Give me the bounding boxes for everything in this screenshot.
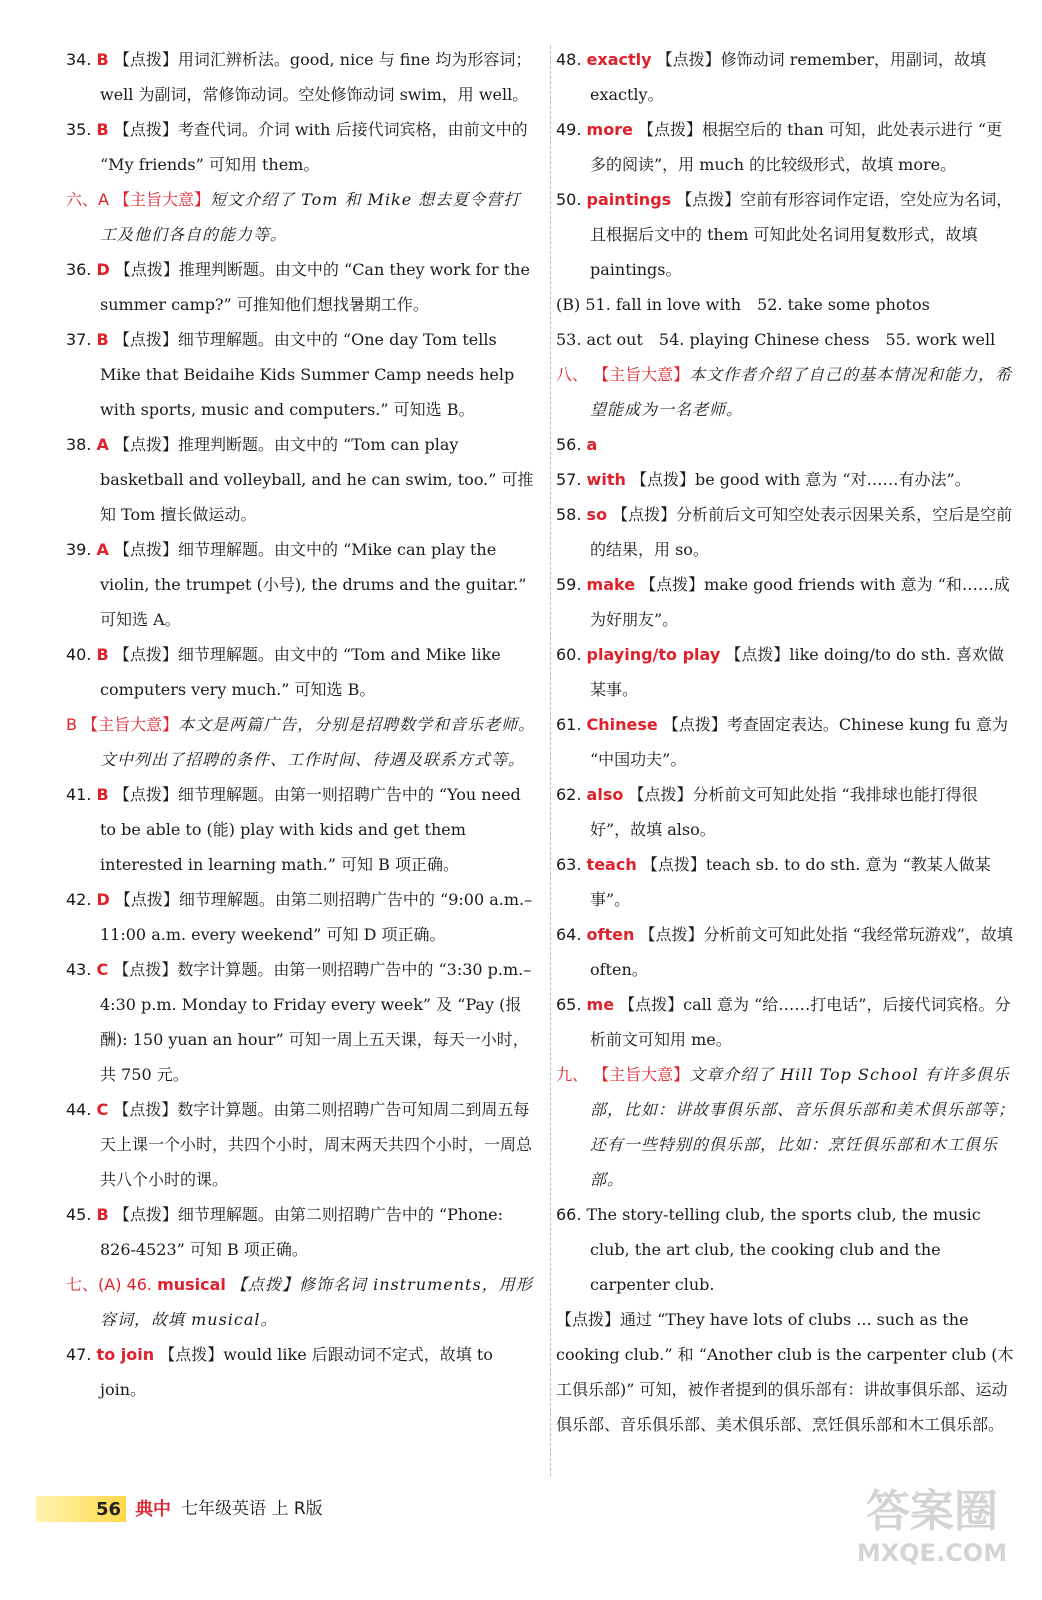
right-column (556, 42, 1016, 1442)
explanation-text: 【点拨】teach sb. to do sth. 意为 “教某人做某事”。 (590, 855, 991, 909)
question-number: 56. (556, 435, 582, 454)
question-number: 61. (556, 715, 582, 734)
question-number: 40. (66, 645, 92, 664)
answer-key: so (586, 505, 608, 524)
answer-item (66, 42, 536, 112)
question-number: 38. (66, 435, 92, 454)
answer-key: Chinese (586, 715, 658, 734)
answer-item (556, 777, 1016, 847)
answer-item (556, 917, 1016, 987)
explanation-text: 【点拨】细节理解题。由第二则招聘广告中的 “9:00 a.m.–11:00 a.m. every weekend” 可知 D 项正确。 (100, 890, 533, 944)
answer-key: C (96, 960, 109, 979)
answer-item (66, 952, 536, 1092)
question-number: 48. (556, 50, 582, 69)
explanation-text: 【点拨】细节理解题。由第二则招聘广告中的 “Phone: 826-4523” 可知 B 项正确。 (100, 1205, 503, 1259)
question-number: 57. (556, 470, 582, 489)
section-heading (66, 707, 536, 777)
answer-key: exactly (586, 50, 652, 69)
explanation-text: 【点拨】数字计算题。由第一则招聘广告中的 “3:30 p.m.–4:30 p.m. Monday to Friday every week” 及 “Pay (报酬): 150 yuan an hour” 可知一周上五天课，每天一小时，共 750 元。 (100, 960, 532, 1084)
book-title: 七年级英语 上 R版 (181, 1498, 323, 1519)
explanation-text: 【点拨】根据空后的 than 可知，此处表示进行 “更多的阅读”，用 much 的比较级形式，故填 more。 (590, 120, 1003, 174)
answer-key: me (586, 995, 615, 1014)
answer-item (556, 427, 1016, 462)
left-column (66, 42, 536, 1407)
explanation-text: 本文是两篇广告，分别是招聘数学和音乐老师。文中列出了招聘的条件、工作时间、待遇及联系方式等。 (100, 715, 536, 769)
page-footer (36, 1492, 456, 1526)
watermark-top: 答案圈 (866, 1486, 998, 1537)
question-number: 41. (66, 785, 92, 804)
summary-tag: 【主旨大意】 (593, 1065, 690, 1084)
answer-key: teach (586, 855, 637, 874)
answer-item (556, 637, 1016, 707)
answer-item (66, 427, 536, 532)
answer-item (556, 847, 1016, 917)
section-heading (556, 357, 1016, 427)
answer-key: more (586, 120, 633, 139)
watermark (842, 1486, 1022, 1586)
explanation-text: 【点拨】make good friends with 意为 “和……成为好朋友”。 (590, 575, 1010, 629)
question-number: 59. (556, 575, 582, 594)
section-label: B (66, 715, 77, 734)
answer-key: B (96, 330, 109, 349)
question-number: 58. (556, 505, 582, 524)
answer-key: paintings (586, 190, 672, 209)
question-number: 37. (66, 330, 92, 349)
answer-item (66, 322, 536, 427)
question-number: 42. (66, 890, 92, 909)
question-number: 39. (66, 540, 92, 559)
explanation-text: 【点拨】用词汇辨析法。good, nice 与 fine 均为形容词；well 为副词，常修饰动词。空处修饰动词 swim，用 well。 (100, 50, 532, 104)
question-number: 66. (556, 1205, 582, 1224)
column-divider (550, 46, 551, 1476)
answer-key: B (96, 50, 109, 69)
answer-key: D (96, 260, 110, 279)
answer-line: (B) 51. fall in love with 52. take some photos (556, 295, 930, 314)
explanation-text: 【点拨】推理判断题。由文中的 “Can they work for the summer camp?” 可推知他们想找暑期工作。 (100, 260, 530, 314)
question-number: 44. (66, 1100, 92, 1119)
explanation-text: 【点拨】分析前后文可知空处表示因果关系，空后是空前的结果，用 so。 (590, 505, 1013, 559)
section-heading (66, 182, 536, 252)
section-label: 九、 (556, 1065, 589, 1084)
answer-item (556, 462, 1016, 497)
answer-item (66, 1197, 536, 1267)
answer-item (556, 707, 1016, 777)
brand-logo: 典中 (135, 1498, 172, 1520)
answer-key: A (96, 435, 109, 454)
page-number: 56 (96, 1498, 122, 1520)
explanation-text: 【点拨】推理判断题。由文中的 “Tom can play basketball and volleyball, and he can swim, too.” 可推知 Tom 擅长做运动。 (100, 435, 534, 524)
summary-tag: 【主旨大意】 (593, 365, 690, 384)
answer-item (66, 1092, 536, 1197)
answer-key: to join (96, 1345, 155, 1364)
explanation-text: 文章介绍了 Hill Top School 有许多俱乐部，比如：讲故事俱乐部、音乐俱乐部和美术俱乐部等；还有一些特别的俱乐部，比如：烹饪俱乐部和木工俱乐部。 (590, 1065, 1016, 1189)
question-number: 35. (66, 120, 92, 139)
explanation-text: 【点拨】空前有形容词作定语，空处应为名词，且根据后文中的 them 可知此处名词用复数形式，故填 paintings。 (590, 190, 1013, 279)
question-number: 47. (66, 1345, 92, 1364)
explanation-text: 【点拨】修饰名词 instruments，用形容词，故填 musical。 (100, 1275, 533, 1329)
answer-key: D (96, 890, 110, 909)
explanation-text: 【点拨】like doing/to do sth. 喜欢做某事。 (590, 645, 1005, 699)
explanation-text: 【点拨】修饰动词 remember，用副词，故填 exactly。 (590, 50, 987, 104)
question-number: 45. (66, 1205, 92, 1224)
answer-key: B (96, 785, 109, 804)
explanation-text: 【点拨】考查代词。介词 with 后接代词宾格，由前文中的 “My friends” 可知用 them。 (100, 120, 528, 174)
explanation-text: The story-telling club, the sports club, the music club, the art club, the cooking club and the carpenter club. (586, 1205, 981, 1294)
section-label: 七、(A) 46. (66, 1275, 152, 1294)
answer-item (66, 777, 536, 882)
question-number: 62. (556, 785, 582, 804)
answer-item (66, 882, 536, 952)
section-heading (556, 1057, 1016, 1197)
section-heading (66, 1267, 536, 1337)
summary-tag: 【主旨大意】 (114, 190, 211, 209)
explanation-text: 【点拨】call 意为 “给……打电话”，后接代词宾格。分析前文可知用 me。 (590, 995, 1011, 1049)
answer-key: B (96, 120, 109, 139)
explanation-text: 【点拨】be good with 意为 “对……有办法”。 (630, 470, 971, 489)
answer-item (556, 567, 1016, 637)
question-number: 63. (556, 855, 582, 874)
explanation-text: 【点拨】分析前文可知此处指 “我排球也能打得很好”，故填 also。 (590, 785, 978, 839)
question-number: 36. (66, 260, 92, 279)
explanation-text: 【点拨】细节理解题。由第一则招聘广告中的 “You need to be able to (能) play with kids and get them interested in learning math.” 可知 B 项正确。 (100, 785, 521, 874)
question-number: 34. (66, 50, 92, 69)
explanation-text: 【点拨】细节理解题。由文中的 “One day Tom tells Mike that Beidaihe Kids Summer Camp needs help with sports, music and computers.” 可知选 B。 (100, 330, 515, 419)
answer-item (66, 637, 536, 707)
question-number: 65. (556, 995, 582, 1014)
summary-tag: 【主旨大意】 (82, 715, 179, 734)
answer-item (556, 987, 1016, 1057)
answer-line: 【点拨】通过 “They have lots of clubs ... such as the cooking club.” 和 “Another club is the carpenter club (木工俱乐部)” 可知，被作者提到的俱乐部有：讲故事俱乐部、运动俱乐部、音乐俱乐部、美术俱乐部、烹饪俱乐部和木工俱乐部。 (556, 1310, 1014, 1434)
answer-key: also (586, 785, 624, 804)
answer-item (556, 182, 1016, 287)
section-label: 八、 (556, 365, 589, 384)
question-number: 49. (556, 120, 582, 139)
answer-item (66, 112, 536, 182)
watermark-bottom: MXQE.COM (856, 1539, 1008, 1567)
answer-item (66, 1337, 536, 1407)
answer-key: often (586, 925, 635, 944)
answer-key: B (96, 1205, 109, 1224)
explanation-text: 本文作者介绍了自己的基本情况和能力，希望能成为一名老师。 (590, 365, 1013, 419)
explanation-text: 【点拨】数字计算题。由第二则招聘广告可知周二到周五每天上课一个小时，共四个小时，周末两天共四个小时，一周总共八个小时的课。 (100, 1100, 533, 1189)
answer-key: B (96, 645, 109, 664)
answer-item (556, 497, 1016, 567)
answer-key: C (96, 1100, 109, 1119)
answer-item (66, 532, 536, 637)
question-number: 60. (556, 645, 582, 664)
answer-key: musical (157, 1275, 226, 1294)
question-number: 64. (556, 925, 582, 944)
answer-item (556, 1197, 1016, 1302)
explanation-text: 【点拨】would like 后跟动词不定式，故填 to join。 (100, 1345, 493, 1399)
question-number: 50. (556, 190, 582, 209)
answer-key: a (586, 435, 598, 454)
answer-item (556, 42, 1016, 112)
explanation-text: 【点拨】细节理解题。由文中的 “Mike can play the violin, the trumpet (小号), the drums and the guitar.” 可知选 A。 (100, 540, 527, 629)
answer-item (556, 112, 1016, 182)
explanation-text: 【点拨】细节理解题。由文中的 “Tom and Mike like computers very much.” 可知选 B。 (100, 645, 501, 699)
answer-item (66, 252, 536, 322)
question-number: 43. (66, 960, 92, 979)
explanation-text: 【点拨】考查固定表达。Chinese kung fu 意为 “中国功夫”。 (590, 715, 1009, 769)
answer-key: make (586, 575, 636, 594)
answer-key: with (586, 470, 626, 489)
answer-key: A (96, 540, 109, 559)
answer-key: playing/to play (586, 645, 721, 664)
explanation-text: 【点拨】分析前文可知此处指 “我经常玩游戏”，故填 often。 (590, 925, 1013, 979)
explanation-text: 短文介绍了 Tom 和 Mike 想去夏令营打工及他们各自的能力等。 (100, 190, 521, 244)
section-label: 六、A (66, 190, 109, 209)
answer-line: 53. act out 54. playing Chinese chess 55. work well (556, 330, 996, 349)
